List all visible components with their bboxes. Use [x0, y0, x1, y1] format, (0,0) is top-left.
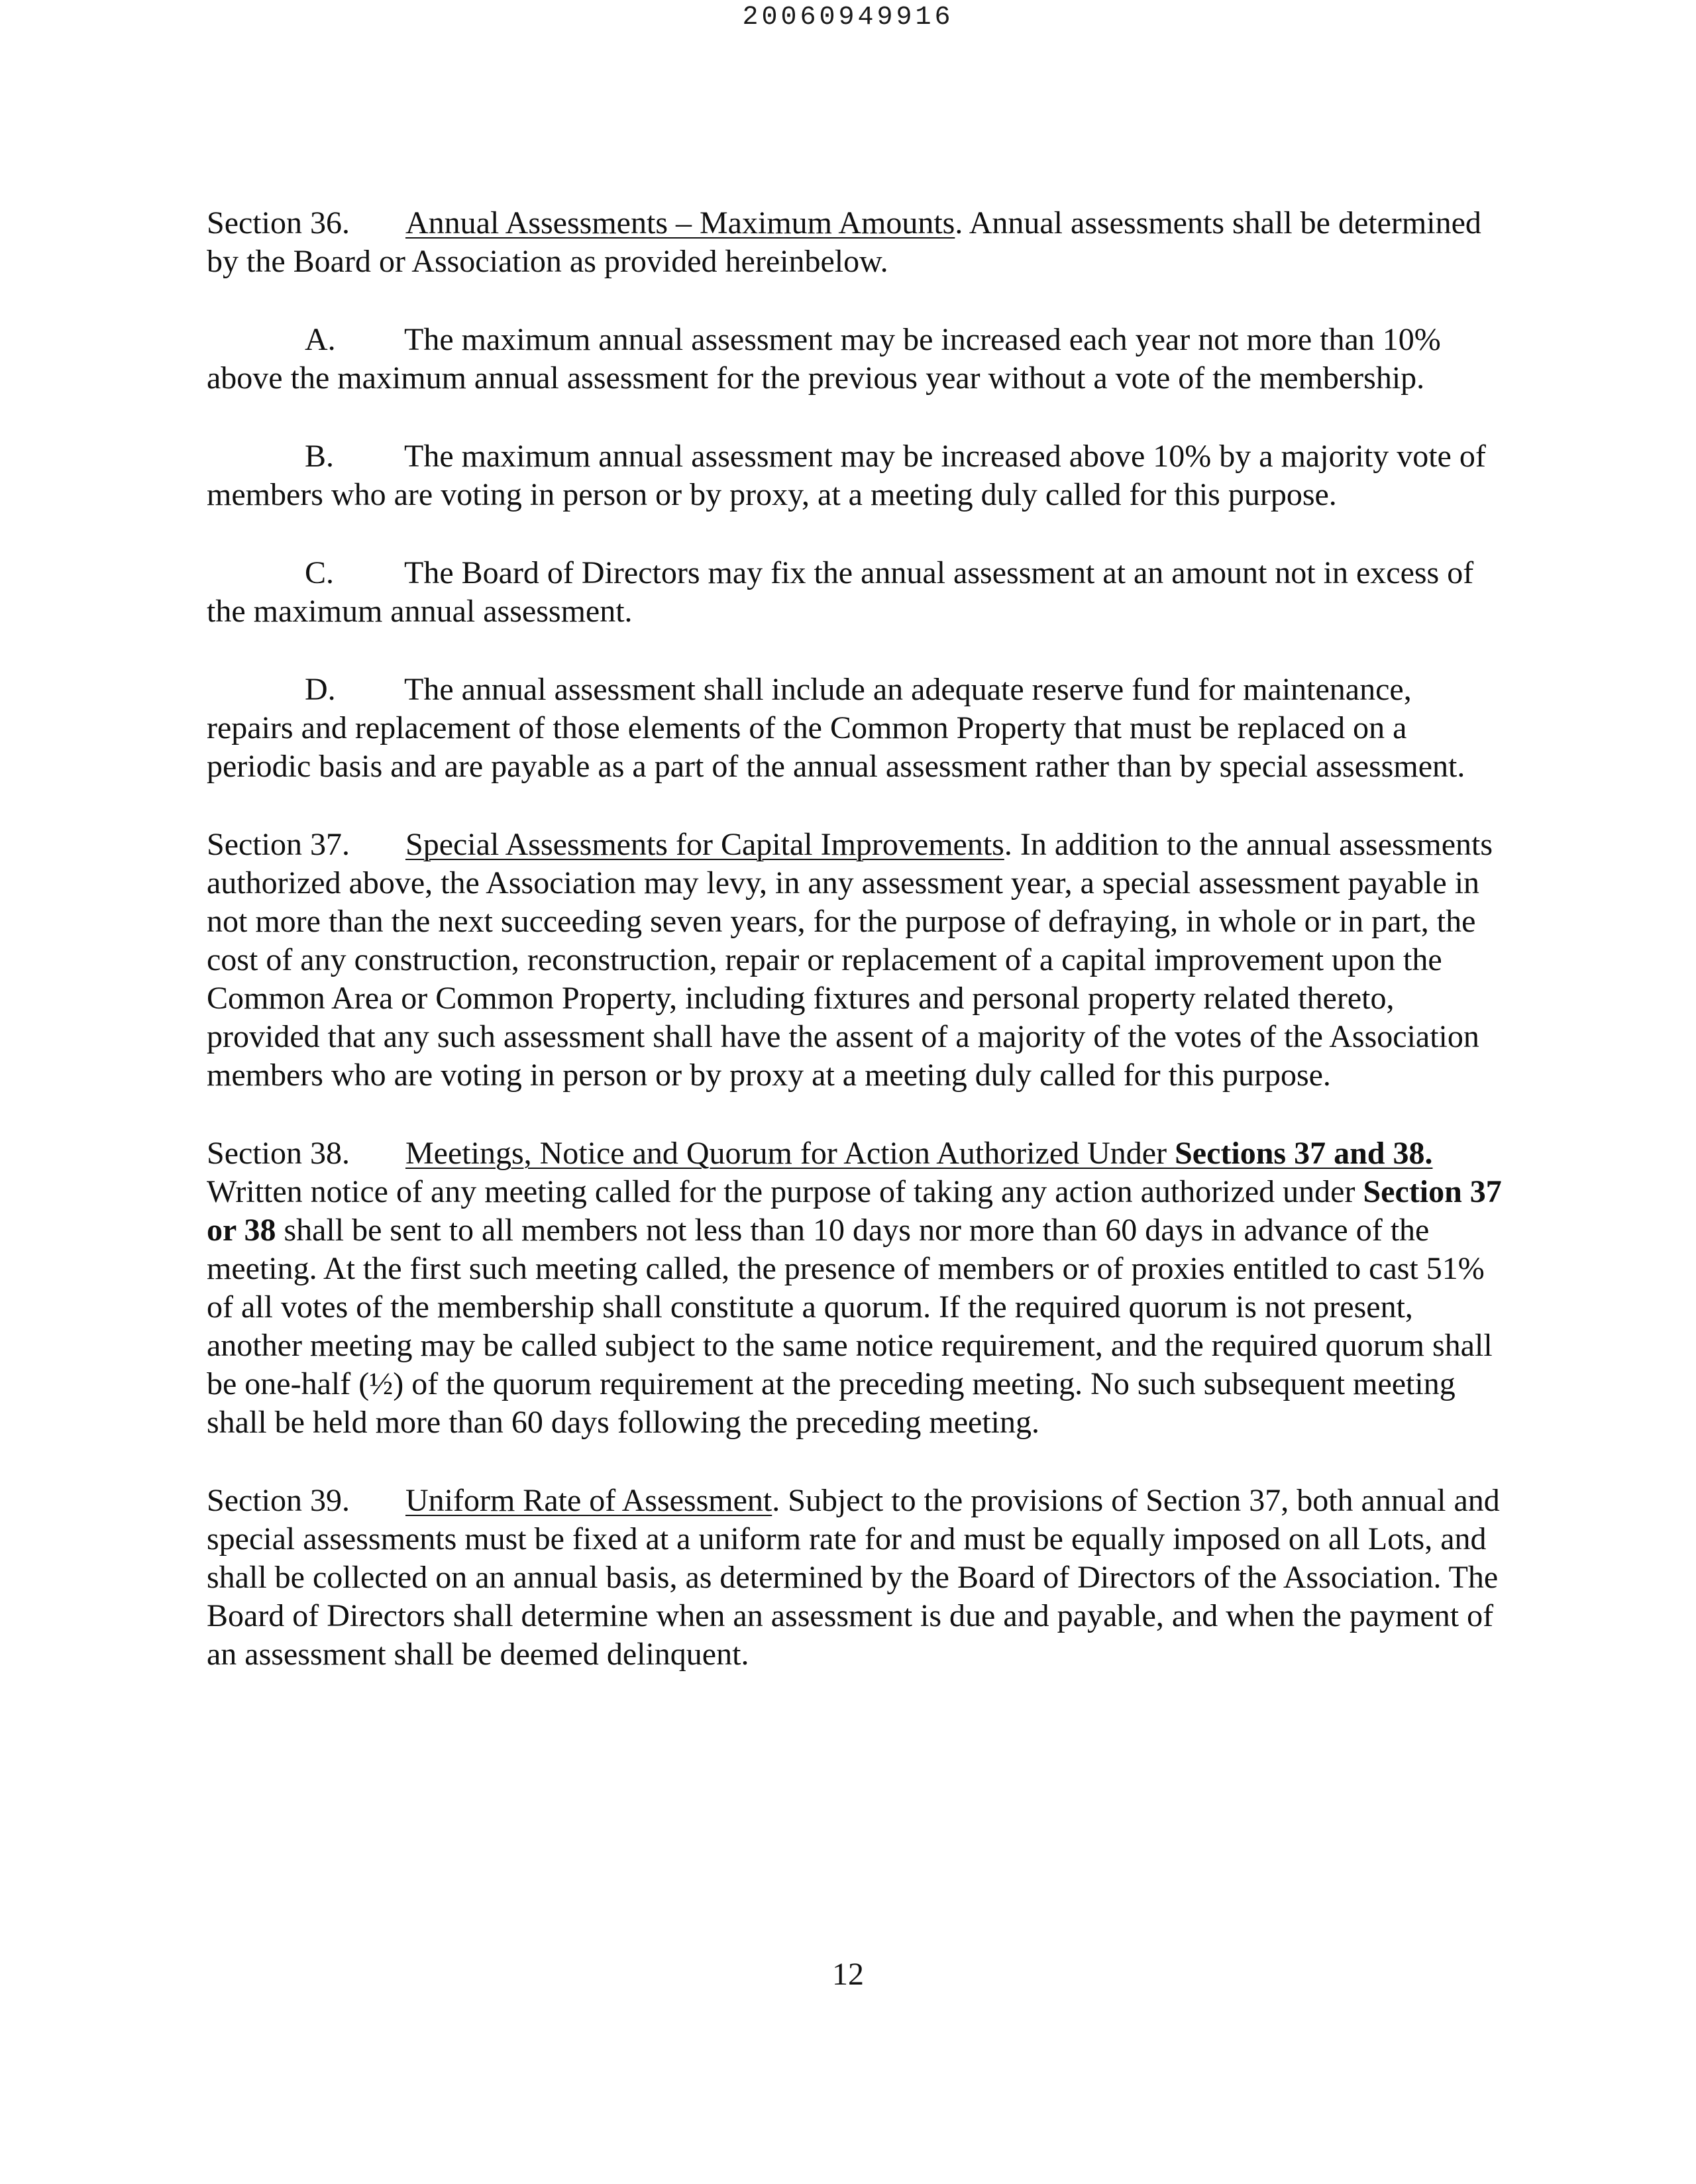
section-38: [207, 1134, 1505, 1442]
section-36: [207, 204, 1505, 281]
section-38-reference: Section 37 or 38: [207, 1174, 1502, 1248]
item-a-letter: A.: [305, 322, 336, 357]
document-body: [207, 204, 1505, 1714]
item-c-letter: C.: [305, 555, 335, 590]
section-37-label: Section 37.: [207, 827, 350, 862]
section-39-text: . Subject to the provisions of Section 37, both annual and special assessments must be fixed at a uniform rate for and must be equally imposed on all Lots, and shall be collected on an annual basis, as determined by the Board of Directors of the Association. The Board of Directors shall determine when an assessment is due and payable, and when the payment of an assessment shall be deemed delinquent.: [207, 1483, 1500, 1672]
item-a-paragraph: [207, 321, 1505, 398]
section-38-title-bold: Sections 37 and 38.: [1175, 1136, 1433, 1171]
section-38-text-b: shall be sent to all members not less than 10 days nor more than 60 days in advance of the meeting. At the first such meeting called, the presence of members or of proxies entitled to cast 51% of all votes of the membership shall constitute a quorum. If the required quorum is not present, another meeting may be called subject to the same notice requirement, and the required quorum shall be one-half (½) of the quorum requirement at the preceding meeting. No such subsequent meeting shall be held more than 60 days following the preceding meeting.: [207, 1213, 1493, 1440]
item-b: [207, 437, 1505, 514]
section-38-title-text: Meetings, Notice and Quorum for Action Authorized Under: [405, 1136, 1175, 1171]
page-number: 12: [832, 1957, 864, 1992]
item-d-paragraph: [207, 671, 1505, 786]
item-d-letter: D.: [305, 672, 336, 707]
item-c-text: The Board of Directors may fix the annual assessment at an amount not in excess of the maximum annual assessment.: [207, 555, 1474, 629]
section-36-paragraph: [207, 204, 1505, 281]
section-37-title: Special Assessments for Capital Improvements: [405, 827, 1004, 862]
section-38-text-a: Written notice of any meeting called for the purpose of taking any action authorized under: [207, 1174, 1363, 1209]
item-b-letter: B.: [305, 439, 335, 474]
item-b-paragraph: [207, 437, 1505, 514]
section-37-text: . In addition to the annual assessments authorized above, the Association may levy, in any assessment year, a special assessment payable in not more than the next succeeding seven years, for the purpose of defraying, in whole or in part, the cost of any construction, reconstruction, repair or replacement of a capital improvement upon the Common Area or Common Property, including fixtures and personal property related thereto, provided that any such assessment shall have the assent of a majority of the votes of the Association members who are voting in person or by proxy at a meeting duly called for this purpose.: [207, 827, 1493, 1093]
document-number: 20060949916: [742, 3, 954, 32]
section-37-paragraph: [207, 826, 1505, 1095]
item-d-text: The annual assessment shall include an adequate reserve fund for maintenance, repairs and replacement of those elements of the Common Property that must be replaced on a periodic basis and are payable as a part of the annual assessment rather than by special assessment.: [207, 672, 1465, 784]
section-39-label: Section 39.: [207, 1483, 350, 1518]
item-d: [207, 671, 1505, 786]
item-b-text: The maximum annual assessment may be increased above 10% by a majority vote of members who are voting in person or by proxy, at a meeting duly called for this purpose.: [207, 439, 1486, 512]
section-38-label: Section 38.: [207, 1136, 350, 1171]
section-36-label: Section 36.: [207, 205, 350, 241]
item-a-text: The maximum annual assessment may be increased each year not more than 10% above the maximum annual assessment for the previous year without a vote of the membership.: [207, 322, 1441, 396]
item-c-paragraph: [207, 554, 1505, 631]
section-38-paragraph: [207, 1134, 1505, 1442]
section-37: [207, 826, 1505, 1095]
section-39-title: Uniform Rate of Assessment: [405, 1483, 772, 1518]
section-39-paragraph: [207, 1482, 1505, 1674]
section-39: [207, 1482, 1505, 1674]
section-36-text: . Annual assessments shall be determined by the Board or Association as provided hereinbelow.: [207, 205, 1481, 279]
section-38-title: [405, 1136, 1432, 1171]
item-c: [207, 554, 1505, 631]
item-a: [207, 321, 1505, 398]
section-36-title: Annual Assessments – Maximum Amounts: [405, 205, 955, 241]
